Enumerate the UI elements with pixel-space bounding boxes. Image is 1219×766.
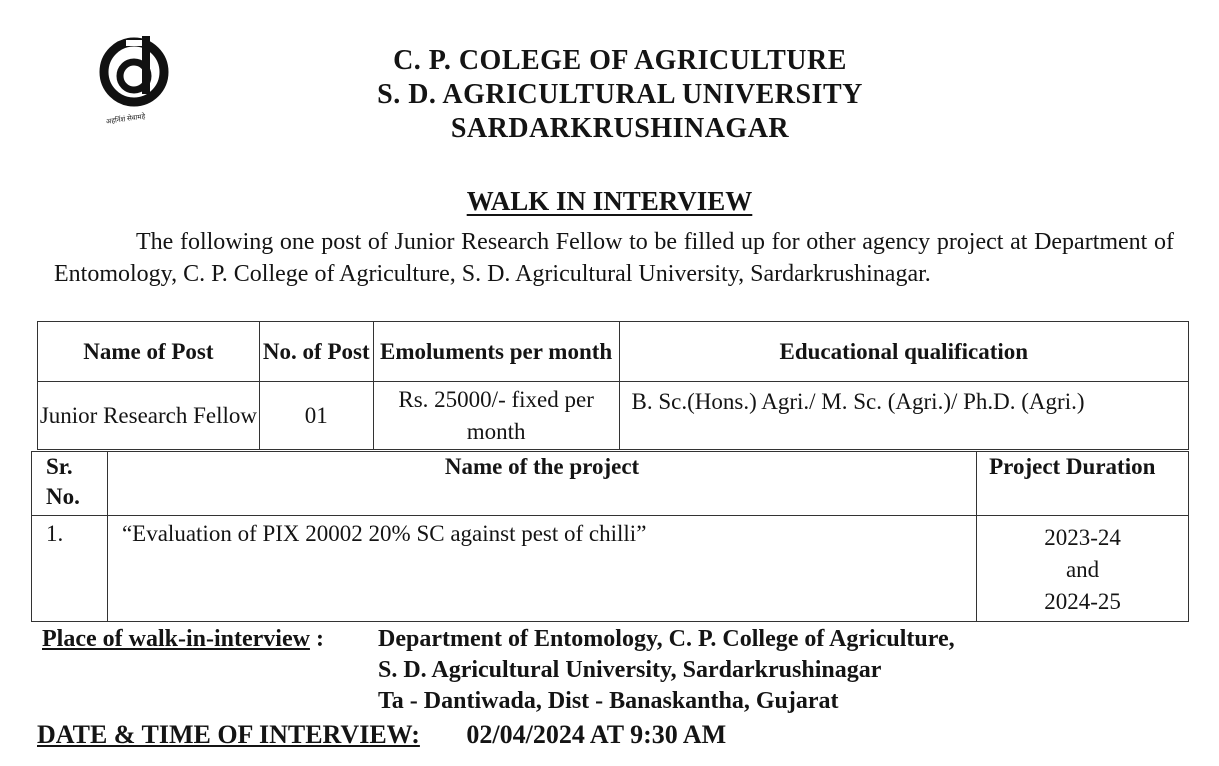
place-line-1: Department of Entomology, C. P. College of Agriculture,	[378, 626, 955, 652]
post-count: 01	[259, 382, 373, 450]
post-name: Junior Research Fellow	[38, 382, 260, 450]
col-emoluments: Emoluments per month	[373, 322, 619, 382]
interview-date	[37, 720, 726, 750]
header-line-1: C. P. COLEGE OF AGRICULTURE	[393, 45, 847, 76]
project-duration	[977, 516, 1189, 622]
duration-start: 2023-24	[1044, 525, 1121, 550]
place-line-2: S. D. Agricultural University, Sardarkrushinagar	[378, 657, 882, 683]
place-label: Place of walk-in-interview	[42, 626, 310, 652]
place-address	[378, 624, 955, 717]
col-no-of-post: No. of Post	[259, 322, 373, 382]
project-sr: 1.	[32, 516, 108, 622]
posts-table	[37, 321, 1189, 450]
project-name: “Evaluation of PIX 20002 20% SC against pest of chilli”	[107, 516, 976, 622]
header-line-3: SARDARKRUSHINAGAR	[450, 113, 790, 144]
post-qualification: B. Sc.(Hons.) Agri./ M. Sc. (Agri.)/ Ph.D. (Agri.)	[619, 382, 1188, 450]
project-row	[32, 516, 1189, 622]
project-header-row	[32, 452, 1189, 516]
posts-header-row	[38, 322, 1189, 382]
duration-end: 2024-25	[1044, 589, 1121, 614]
col-project-duration: Project Duration	[977, 452, 1189, 516]
place-line-3: Ta - Dantiwada, Dist - Banaskantha, Gujarat	[378, 688, 839, 714]
interview-place: Place of walk-in-interview : Department of Entomology, C. P. College of Agriculture, S. D. Agricultural University, Sardarkrushinagar Ta - Dantiwada, Dist - Banaskantha, Gujarat	[42, 624, 324, 655]
institution-header	[240, 44, 1000, 146]
project-table	[31, 451, 1189, 622]
logo-caption: अहर्निशं सेवामहे	[105, 112, 146, 126]
university-logo	[96, 30, 172, 126]
header-line-2: S. D. AGRICULTURAL UNIVERSITY	[377, 79, 863, 110]
duration-and: and	[1065, 557, 1100, 582]
col-sr-no: Sr. No.	[32, 452, 108, 516]
notice-title-text: WALK IN INTERVIEW	[466, 186, 753, 216]
posts-row	[38, 382, 1189, 450]
notice-title	[0, 186, 1219, 217]
intro-text: The following one post of Junior Research Fellow to be filled up for other agency project at Department of Entomology, C. P. College of Agriculture, S. D. Agricultural University, Sardarkrushinagar.	[54, 229, 1174, 287]
intro-paragraph	[54, 226, 1174, 290]
col-qualification: Educational qualification	[619, 322, 1188, 382]
col-name-of-post: Name of Post	[38, 322, 260, 382]
date-label: DATE & TIME OF INTERVIEW:	[37, 720, 420, 749]
col-project-name: Name of the project	[107, 452, 976, 516]
date-value: 02/04/2024 AT 9:30 AM	[466, 720, 727, 749]
post-emoluments: Rs. 25000/- fixed per month	[373, 382, 619, 450]
